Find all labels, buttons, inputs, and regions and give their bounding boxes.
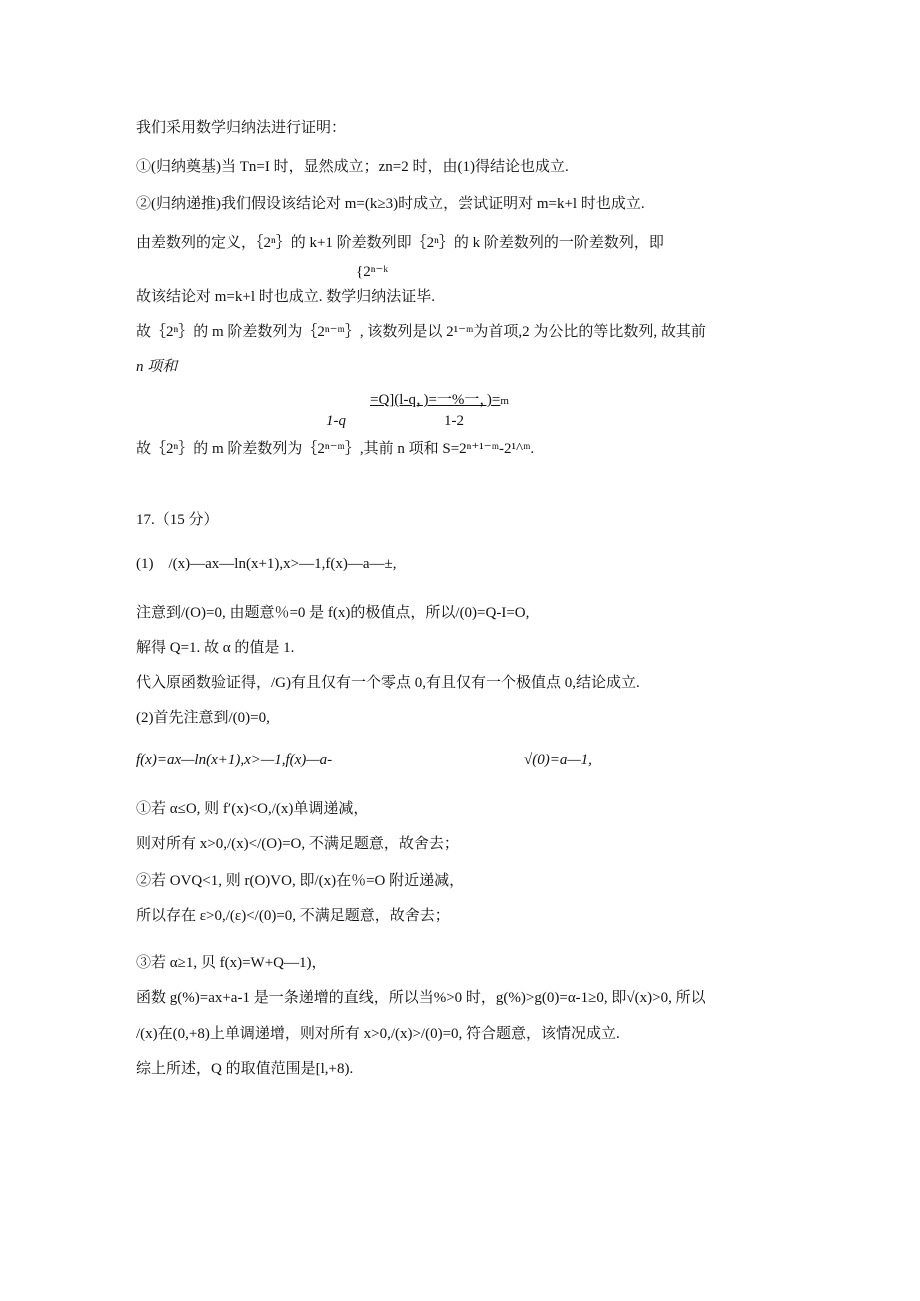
text-line: ②若 OVQ<1, 则 r(O)VO, 即/(x)在％=O 附近递减， xyxy=(136,873,465,889)
text-line: 由差数列的定义，｛2ⁿ｝的 k+1 阶差数列即｛2ⁿ｝的 k 阶差数列的一阶差数列，即 xyxy=(136,235,664,251)
formula-denominator: 1-2 xyxy=(444,413,464,429)
formula-line: f(x)=ax—ln(x+1),x>—1,f(x)—a- xyxy=(136,752,333,768)
formula-line xyxy=(370,390,509,410)
text-line: 所以存在 ε>0,/(ε)</(0)=0, 不满足题意，故舍去； xyxy=(136,908,450,924)
text-line: 我们采用数学归纳法进行证明： xyxy=(136,120,347,136)
text-line: 代入原函数验证得，/G)有且仅有一个零点 0,有且仅有一个极值点 0,结论成立. xyxy=(136,675,640,691)
text-line: 综上所述，Q 的取值范围是[l,+8). xyxy=(136,1061,354,1077)
text-line: ①若 α≤O, 则 f′(x)<O,/(x)单调递减， xyxy=(136,801,369,817)
formula-denominator: 1-q xyxy=(326,413,346,429)
text-line: (2)首先注意到/(0)=0, xyxy=(136,710,270,726)
text-line: (1) /(x)—ax—ln(x+1),x>—1,f(x)—a—±, xyxy=(136,556,397,572)
text-line: 故｛2ⁿ｝的 m 阶差数列为｛2ⁿ⁻ᵐ｝, 该数列是以 2¹⁻ᵐ为首项,2 为公比的等比数列, 故其前 xyxy=(136,324,706,340)
text-line: /(x)在(0,+8)上单调递增，则对所有 x>0,/(x)>/(0)=0, 符合题意，该情况成立. xyxy=(136,1026,620,1042)
text-line: 解得 Q=1. 故 α 的值是 1. xyxy=(136,640,295,656)
question-heading: 17.（15 分） xyxy=(136,512,219,528)
text-line: n 项和 xyxy=(136,359,178,375)
text-line: 则对所有 x>0,/(x)</(O)=O, 不满足题意，故舍去； xyxy=(136,836,459,852)
text-line: 注意到/(O)=0, 由题意％=0 是 f(x)的极值点，所以/(0)=Q-I=O, xyxy=(136,605,530,621)
text-line: 故该结论对 m=k+l 时也成立. 数学归纳法证毕. xyxy=(136,289,436,305)
formula-fragment: {2ⁿ⁻ᵏ xyxy=(356,264,389,280)
text-line: ③若 α≥1, 贝 f(x)=W+Q—1)， xyxy=(136,955,327,971)
text-line: 故｛2ⁿ｝的 m 阶差数列为｛2ⁿ⁻ᵐ｝,其前 n 项和 S=2ⁿ⁺¹⁻ᵐ-2¹^ᵐ. xyxy=(136,441,535,457)
text-line: ①(归纳奠基)当 Tn=I 时，显然成立；zn=2 时，由(1)得结论也成立. xyxy=(136,159,569,175)
text-line: 函数 g(%)=ax+a-1 是一条递增的直线，所以当%>0 时，g(%)>g(0)=α-1≥0, 即√(x)>0, 所以 xyxy=(136,990,706,1006)
formula-line: √(0)=a—1, xyxy=(524,752,592,768)
formula-subscript: m xyxy=(500,395,509,407)
text-line: ②(归纳递推)我们假设该结论对 m=(k≥3)时成立，尝试证明对 m=k+l 时也成立. xyxy=(136,196,645,212)
formula-text: =Q](l-q，)=一%一，)= xyxy=(370,392,501,408)
